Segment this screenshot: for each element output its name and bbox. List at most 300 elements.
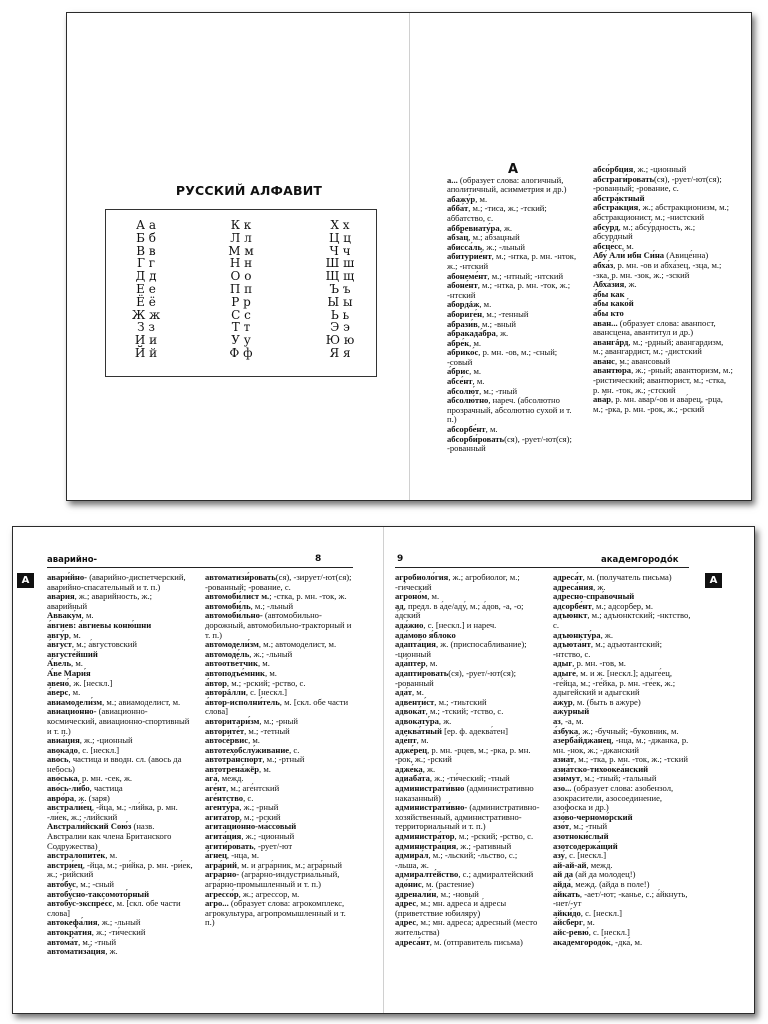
header-rule xyxy=(395,567,689,568)
dictionary-entry xyxy=(47,707,193,736)
alphabet-letter: В в xyxy=(136,243,156,258)
entry-definition: , м.; -рный xyxy=(259,715,298,726)
headword: азо... xyxy=(553,783,574,794)
headword: абориге́н xyxy=(447,308,483,319)
entry-definition: (образует слова: азобензол, азокрасители, азосоединение, азофоска и др.) xyxy=(553,783,674,813)
entry-definition: , ж.; -ти́ческий xyxy=(91,926,146,937)
headword: авиамодели́зм xyxy=(47,696,103,707)
headword: адсорбе́нт xyxy=(553,600,592,611)
headword: абсу́рд xyxy=(593,221,619,232)
entry-definition: , м.; -рский; -рство, с. xyxy=(226,677,306,688)
entry-definition: , м. xyxy=(472,376,485,387)
entry-definition: , ж. xyxy=(593,581,606,592)
entry-definition: , ж. xyxy=(422,763,436,774)
headword: а́йкать xyxy=(553,888,580,899)
entry-definition: , м. xyxy=(81,610,94,621)
dictionary-entry xyxy=(593,319,733,338)
dictionary-column-3 xyxy=(395,573,541,947)
headword: ада́т xyxy=(395,687,412,698)
headword: абракада́бра xyxy=(447,328,496,339)
headword: абстра́ктный xyxy=(593,192,645,203)
entry-definition: , межд. xyxy=(217,773,244,784)
entry-definition: , р. мн. -ов и абха́зец, -зца, м.; -зка, р. мн. -зок, ж.; -зский xyxy=(593,259,722,280)
entry-definition: , м.; -нтка, р. мн. -ток, ж.; -нтский xyxy=(447,280,571,300)
entry-definition: , с. [нескл.] xyxy=(77,744,120,755)
headword: абитурие́нт xyxy=(447,251,492,262)
entry-definition: , м.; -тный xyxy=(569,821,608,832)
headword: автобу́с-экспре́сс xyxy=(47,898,113,909)
entry-definition: , межд. xyxy=(586,859,613,870)
headword: адъюта́нт xyxy=(553,639,591,650)
entry-definition: , м. xyxy=(475,193,488,204)
thumb-tab-left: А xyxy=(17,573,34,588)
bottom-page-spread xyxy=(12,526,755,1014)
entry-definition: , ж. (заря) xyxy=(74,792,110,803)
alphabet-letter: Х х xyxy=(330,218,350,232)
dictionary-entry xyxy=(553,736,693,755)
headword: адже́ка xyxy=(395,763,423,774)
entry-definition: , м. xyxy=(469,337,482,348)
headword: австрали́ец xyxy=(47,802,92,813)
headword: агита́ция xyxy=(205,831,242,842)
headword: автоподъе́мник xyxy=(205,667,266,678)
headword: азерба́йджанец xyxy=(553,735,612,746)
entry-definition: , м. xyxy=(259,763,271,774)
entry-definition: , м.; -тиьтский xyxy=(434,696,487,707)
entry-definition: , ж. [нескл.] xyxy=(69,677,113,688)
headword: абисса́ль xyxy=(447,241,483,252)
headword: абрико́с xyxy=(447,347,479,358)
dictionary-entry xyxy=(553,784,693,813)
entry-definition: , м. xyxy=(105,850,118,861)
headword: ага́ xyxy=(205,773,218,784)
entry-definition: , ж.; -льный xyxy=(482,241,525,252)
entry-definition: , м.; адъюнктский; -нктство, с. xyxy=(553,610,691,630)
entry-definition: , -йца, м.; -ри́йка, р. мн. -ри́ек, ж.; -ри́йский xyxy=(47,859,193,880)
headword: адеква́тный xyxy=(395,725,445,736)
headword: Абха́зия xyxy=(593,279,625,290)
entry-definition: , ж.; -ративный xyxy=(456,840,512,851)
headword: а́бы кто xyxy=(593,307,624,318)
entry-definition: (ся), -зирует/-ют(ся); -рованный; -рование, с. xyxy=(205,572,352,592)
entry-definition: (административно наказанный) xyxy=(395,783,534,803)
headword: адмиралте́йство xyxy=(395,869,459,880)
entry-definition: (ся), -рует/-ют(ся); -рованный; -рование, с. xyxy=(593,173,722,194)
alphabet-letter: У у xyxy=(231,333,251,348)
headword: адапта́ция xyxy=(395,639,436,650)
headword: а́вгиев: а́вгиевы коню́шни xyxy=(47,619,152,630)
entry-definition: (ся), -рует/-ют(ся); -рованный xyxy=(447,433,572,454)
entry-definition: (образует слова: алогичный, аполитичный, асимметрия и др.) xyxy=(447,174,567,195)
entry-definition: , м. xyxy=(621,240,634,251)
entry-definition: , ж.; -ционный xyxy=(241,831,295,842)
headword: а́втор-исполни́тель xyxy=(205,696,280,707)
headword: агита́тор xyxy=(205,811,240,822)
headword: адъюнкт xyxy=(553,610,588,621)
page-fold xyxy=(409,13,410,500)
entry-definition: , м.; -нтный; -нтский xyxy=(487,270,564,281)
headword: автотра́нспорт xyxy=(205,754,263,765)
dictionary-entry xyxy=(205,698,353,717)
headword: ада́птер xyxy=(395,658,426,669)
alphabet-letter: О о xyxy=(230,269,252,284)
entry-definition: , с. [нескл.] xyxy=(588,926,630,937)
entry-definition: , -ает/-ют; -канье, с.; а́йкнуть, -нет/-ут xyxy=(553,888,688,909)
entry-definition: , м.; -тетный xyxy=(244,725,290,736)
entry-definition: , р. мн. -ов, м.; -сный; -совый xyxy=(447,347,558,367)
entry-definition: , м. xyxy=(425,658,438,669)
entry-definition: , м. (получатель письма) xyxy=(582,572,672,582)
entry-definition: , частица и вводн. сл. (авось да небось) xyxy=(47,754,182,774)
headword: авангáрд xyxy=(593,336,629,347)
entry-definition: , м.; -вный xyxy=(477,318,517,329)
entry-definition: , ж. xyxy=(624,279,637,290)
entry-definition: , м.; -рдный; авангардизм, м.; авангардист, м.; -дистский xyxy=(593,336,724,357)
dictionary-entry xyxy=(593,261,733,280)
entry-definition: , м. xyxy=(265,667,277,678)
dictionary-entry xyxy=(205,573,353,592)
entry-definition: , м. xyxy=(582,917,595,928)
dictionary-entry xyxy=(47,899,193,918)
entry-definition: , ж.; -ционный xyxy=(633,164,687,174)
dictionary-entry xyxy=(395,602,541,621)
alphabet-letter: И и xyxy=(134,333,158,348)
headword: абсорбе́нт xyxy=(447,424,486,435)
headword: автома́т xyxy=(47,936,79,947)
dictionary-entry xyxy=(395,640,541,659)
headword: адреса́т xyxy=(553,572,583,582)
alphabet-letter: К к xyxy=(230,218,252,232)
headword: аз xyxy=(553,715,561,726)
headword: авари́йно- xyxy=(47,572,90,582)
left-page-number: 8 xyxy=(315,554,322,564)
headword: администрати́вно xyxy=(395,783,467,794)
headword: автоматизи́ровать xyxy=(205,572,276,582)
dictionary-entry xyxy=(593,338,733,357)
entry-definition: (аварийно-диспетчерский, аварийно-спасательный и т. п.) xyxy=(47,572,186,592)
alphabet-letter: Ж ж xyxy=(131,307,161,322)
entry-definition: , -рует/-ют xyxy=(253,840,293,851)
headword: агитацио́нно-ма́ссовый xyxy=(205,821,297,832)
entry-definition: , м. xyxy=(416,735,429,746)
dictionary-entry xyxy=(447,396,579,425)
dictionary-entry xyxy=(593,175,733,194)
dictionary-entry xyxy=(553,938,693,948)
headword: авторáлли xyxy=(205,687,246,698)
dictionary-entry xyxy=(395,803,541,832)
headword: адреса́нт xyxy=(395,936,430,947)
alphabet-letter: З з xyxy=(137,320,155,335)
headword: а́бы како́й xyxy=(593,298,634,309)
headword: а́збука xyxy=(553,725,579,736)
entry-definition: ; -стка, р. мн. -ток, ж. xyxy=(269,591,347,602)
headword: австри́ец xyxy=(47,859,83,870)
dictionary-entry xyxy=(205,870,353,889)
headword: аво́ська xyxy=(47,773,78,784)
headword: адвокату́ра xyxy=(395,715,439,726)
headword: автосе́рвис xyxy=(205,735,249,746)
thumb-tab-right: А xyxy=(705,573,722,588)
headword: аге́нтство xyxy=(205,792,244,803)
entry-definition: , м. xyxy=(469,366,482,377)
dictionary-entry xyxy=(47,861,193,880)
entry-definition: (авиационно-космический, авиационно-спортивный и т. п.) xyxy=(47,706,190,736)
right-running-head: академгородо́к xyxy=(601,555,679,565)
headword: ажу́рный xyxy=(553,706,590,717)
entry-definition: , с. [нескл.] xyxy=(580,907,622,918)
headword: автокра́тия xyxy=(47,926,92,937)
headword: абсорби́ровать xyxy=(447,433,505,444)
entry-definition: , м.; мн. адреса́; а́дресный (место жительства) xyxy=(395,917,538,937)
headword: азу́ xyxy=(553,850,565,861)
headword: а́втор xyxy=(205,677,227,688)
entry-definition: , м.; -ртный xyxy=(262,754,305,765)
headword: ази́мут xyxy=(553,773,581,784)
dictionary-entry xyxy=(395,669,541,688)
headword: аге́нт xyxy=(205,783,227,794)
entry-definition: (ся), -рует/-ют(ся); -рованный xyxy=(395,667,517,688)
headword: абба́т xyxy=(447,203,469,214)
headword: а́бы как xyxy=(593,288,625,299)
entry-definition: , м.; аге́нтский xyxy=(226,783,280,794)
headword: агрессо́р xyxy=(205,888,239,899)
dictionary-column-2 xyxy=(205,573,353,928)
alphabet-table xyxy=(105,209,377,377)
headword: А́вель xyxy=(47,658,72,669)
headword: абсе́нт xyxy=(447,376,473,387)
entry-definition: , м.; адсорбер, м. xyxy=(591,600,653,611)
dictionary-column-2 xyxy=(593,165,733,414)
dictionary-entry xyxy=(447,252,579,271)
dictionary-entry xyxy=(593,395,733,414)
dictionary-entry xyxy=(593,223,733,242)
headword: авто́бус xyxy=(47,879,76,889)
headword: ада́мово я́блоко xyxy=(395,629,456,640)
left-running-head: аварийно- xyxy=(47,555,98,565)
alphabet-letter: Ф ф xyxy=(229,345,253,360)
entry-definition: , м. [скл. обе части слова] xyxy=(47,898,181,918)
headword: азо́т xyxy=(553,821,570,832)
entry-definition: , межд. (айда в поле!) xyxy=(570,879,650,889)
entry-definition: , м.; абзацный xyxy=(468,232,520,243)
entry-definition: , м.; а́вгустовский xyxy=(71,639,137,650)
alphabet-letter: Е е xyxy=(136,281,156,296)
entry-definition: , ж.; -рный xyxy=(239,802,279,813)
headword: автотехобслу́живание xyxy=(205,744,290,755)
headword: авиацио́нно- xyxy=(47,706,99,717)
headword: азо́во-черномо́рский xyxy=(553,811,633,822)
headword: агробиоло́гия xyxy=(395,572,449,582)
entry-definition: , м. [скл. обе части слова] xyxy=(205,696,349,717)
entry-definition: (административно-хозяйственный, административно-территориальный и т. п.) xyxy=(395,802,540,832)
dictionary-entry xyxy=(395,938,541,948)
entry-definition: , ж. xyxy=(438,715,452,726)
headword: ава́р xyxy=(593,394,612,405)
alphabet-letter: Г г xyxy=(136,256,156,271)
dictionary-entry xyxy=(553,669,693,698)
headword: абха́з xyxy=(593,259,614,270)
entry-definition: , м. (быть в ажуре) xyxy=(572,696,641,707)
entry-definition: , м.; автомоделист, м. xyxy=(258,639,337,650)
dictionary-entry xyxy=(395,918,541,937)
headword: автомоде́ль xyxy=(205,648,250,659)
headword: азотсодержа́щий xyxy=(553,840,618,851)
headword: адиаба́та xyxy=(395,773,430,784)
entry-definition: , м.; -тный xyxy=(78,936,117,947)
headword: авторитари́зм xyxy=(205,715,260,726)
entry-definition: , нареч. (абсолютно прозрачный, абсолютно сухой и т. п.) xyxy=(447,395,572,425)
headword: агра́рно- xyxy=(205,869,242,880)
headword: а́верс xyxy=(47,687,69,698)
header-rule xyxy=(47,567,353,568)
entry-definition: , -нца, м. xyxy=(226,850,259,861)
headword: а́гнец xyxy=(205,850,227,861)
headword: аво́сь-ли́бо xyxy=(47,783,90,794)
headword: автокефа́лия xyxy=(47,917,98,928)
headword: адресно-спра́вочный xyxy=(553,591,635,602)
headword: ада́жио xyxy=(395,619,424,630)
entry-definition: , м.; -нтка, р. мн. -нток, ж.; -нтский xyxy=(447,251,577,271)
headword: агити́ровать xyxy=(205,840,254,851)
alphabet-letter: Ъ ъ xyxy=(329,281,351,296)
headword: аббревиату́ра xyxy=(447,222,500,233)
headword: адъюнкту́ра xyxy=(553,629,601,640)
page-fold xyxy=(383,527,384,1013)
entry-definition: (образует слова: агрокомплекс, агрокультура, агропромышленный и т. п.) xyxy=(205,898,346,928)
alphabet-grid xyxy=(106,219,376,360)
entry-definition: , ж. xyxy=(600,629,613,640)
entry-definition: , ж.; -бучный; -буковник, м. xyxy=(578,725,679,736)
dictionary-column-1 xyxy=(47,573,193,957)
headword: азиа́т xyxy=(553,754,574,765)
headword: администрати́вно- xyxy=(395,802,470,813)
headword: Авваку́м xyxy=(47,610,82,621)
top-page-spread xyxy=(66,12,752,501)
headword: аде́пт xyxy=(395,735,417,746)
alphabet-letter: Д д xyxy=(135,269,157,284)
headword: администра́тор xyxy=(395,831,455,842)
entry-definition: , ж.; абстракционизм, м.; абстракционист, м.; -нистский xyxy=(593,202,730,222)
entry-definition: , ж. (приспосабливание); -ционный xyxy=(395,639,527,659)
entry-definition: , р. мн. -гов, м. xyxy=(572,658,626,669)
entry-definition: , -дка́, м. xyxy=(610,936,643,947)
headword: абстраги́ровать xyxy=(593,173,655,184)
entry-definition: (автомобильно-дорожный, автомобильно-тракторный и т. п.) xyxy=(205,610,352,640)
entry-definition: [ер. ф. адеква́тен] xyxy=(444,725,508,736)
dictionary-entry xyxy=(395,851,541,870)
headword: абсолю́тно xyxy=(447,395,489,406)
entry-definition: , м.; -тенный xyxy=(482,308,529,319)
headword: Австрали́йский Сою́з xyxy=(47,821,134,832)
headword: а́жур xyxy=(553,696,573,707)
dictionary-entry xyxy=(395,899,541,918)
entry-definition: , ж. xyxy=(105,946,118,957)
headword: автоотве́тчик xyxy=(205,658,258,669)
headword: адапти́ровать xyxy=(395,667,449,678)
entry-definition: , м.; авансовый xyxy=(615,355,671,366)
headword: ава́рия xyxy=(47,591,75,602)
entry-definition: , ж.; -рный; авантюризм, м.; -ристический; авантюрист, м.; -стка, р. мн. -ток, ж.; -стский xyxy=(593,365,733,395)
letter-heading: А xyxy=(507,162,519,177)
headword: абордáж xyxy=(447,299,480,310)
headword: адыг xyxy=(553,658,573,669)
entry-definition: , м. xyxy=(479,299,492,310)
entry-definition: , ж.; агробиолог, м.; -ги́ческий xyxy=(395,572,520,592)
alphabet-letter: Ь ь xyxy=(330,307,350,322)
entry-definition: , м.; абсу́рдность, ж.; абсурдный xyxy=(593,221,696,242)
alphabet-letter: А а xyxy=(135,218,157,232)
entry-definition: , р. мн. -сек, ж. xyxy=(77,773,133,784)
alphabet-letter: Я я xyxy=(329,345,351,360)
entry-definition: (агра́рно-индустриа́льный, агра́рно-промы́шленный и т. п.) xyxy=(205,869,340,889)
entry-definition: (ай да молодец!) xyxy=(575,869,636,880)
entry-definition: , частица xyxy=(89,783,123,794)
entry-definition: , ж. xyxy=(495,328,509,339)
entry-definition: , с. [нескл.] и нареч. xyxy=(423,619,497,630)
entry-definition: , м. xyxy=(427,591,440,602)
dictionary-entry xyxy=(447,204,579,223)
entry-definition: , м.; -новый xyxy=(436,888,479,899)
entry-definition: , р. мн. ава́р/-ов и ава́рец, -рца, м.; -рка, р. мн. -рок, ж.; -рский xyxy=(593,394,723,414)
headword: автомодели́зм xyxy=(205,639,259,650)
headword: абре́к xyxy=(447,337,470,348)
alphabet-letter: Э э xyxy=(330,320,350,335)
headword: автомоби́ль xyxy=(205,600,251,611)
dictionary-entry xyxy=(205,611,353,640)
dictionary-entry xyxy=(447,435,579,454)
headword: абстра́кция xyxy=(593,202,639,213)
headword: ава́нс xyxy=(593,355,616,366)
alphabet-letter: Ы ы xyxy=(327,294,353,309)
alphabet-letter: М м xyxy=(228,243,254,258)
entry-definition: , м. и ж. [нескл.]; адыге́ец, -ге́йца, м.; -ге́йка, р. мн. -ге́ек, ж.; адыгейский и адыгский xyxy=(553,667,676,698)
alphabet-letter: Ю ю xyxy=(325,333,355,348)
headword: абсо́рбция xyxy=(593,164,634,174)
headword: адже́рец xyxy=(395,744,428,755)
entry-definition: , ж.; -льный xyxy=(97,917,141,928)
dictionary-column-4 xyxy=(553,573,693,947)
entry-definition: , м. (отправитель письма) xyxy=(429,936,523,947)
dictionary-entry xyxy=(47,947,193,957)
headword: азиа́тско-тихоокеа́нский xyxy=(553,763,649,774)
headword: а́вгуст xyxy=(47,639,72,650)
entry-definition: , м. xyxy=(411,687,424,698)
headword: абрази́в xyxy=(447,318,478,329)
headword: агра́рий xyxy=(205,859,237,870)
entry-definition: , с. xyxy=(289,744,300,755)
dictionary-entry xyxy=(593,203,733,222)
entry-definition: , с.; адмиралтейский xyxy=(458,869,534,880)
entry-definition: , -йца, м.; -ли́йка, р. мн. -ли́ек, ж.; -ли́йский xyxy=(47,802,178,822)
entry-definition: (назв. Австралии как члена Британского Содружества) xyxy=(47,821,172,851)
entry-definition: , с. [нескл.] xyxy=(245,687,287,698)
headword: агро... xyxy=(205,898,231,909)
entry-definition: , м.; -рский xyxy=(239,811,281,822)
entry-definition: , м. xyxy=(68,629,81,640)
headword: автоматиза́ция xyxy=(47,946,106,957)
headword: айс-ревю́ xyxy=(553,926,589,937)
alphabet-letter: Ё ё xyxy=(136,294,156,309)
headword: авиа́ция xyxy=(47,735,80,746)
headword: автомоби́лист м. xyxy=(205,591,270,602)
headword: абоне́нт xyxy=(447,280,478,291)
alphabet-title: РУССКИЙ АЛФАВИТ xyxy=(175,183,323,198)
headword: абсолю́т xyxy=(447,385,480,396)
entry-definition: , м. xyxy=(257,658,270,669)
entry-definition: , предл. в а́де/аду́, м.; а́дов, -а, -о; а́дский xyxy=(395,600,524,621)
headword: абсце́сс xyxy=(593,240,622,251)
headword: автотрена́жёр xyxy=(205,763,260,774)
